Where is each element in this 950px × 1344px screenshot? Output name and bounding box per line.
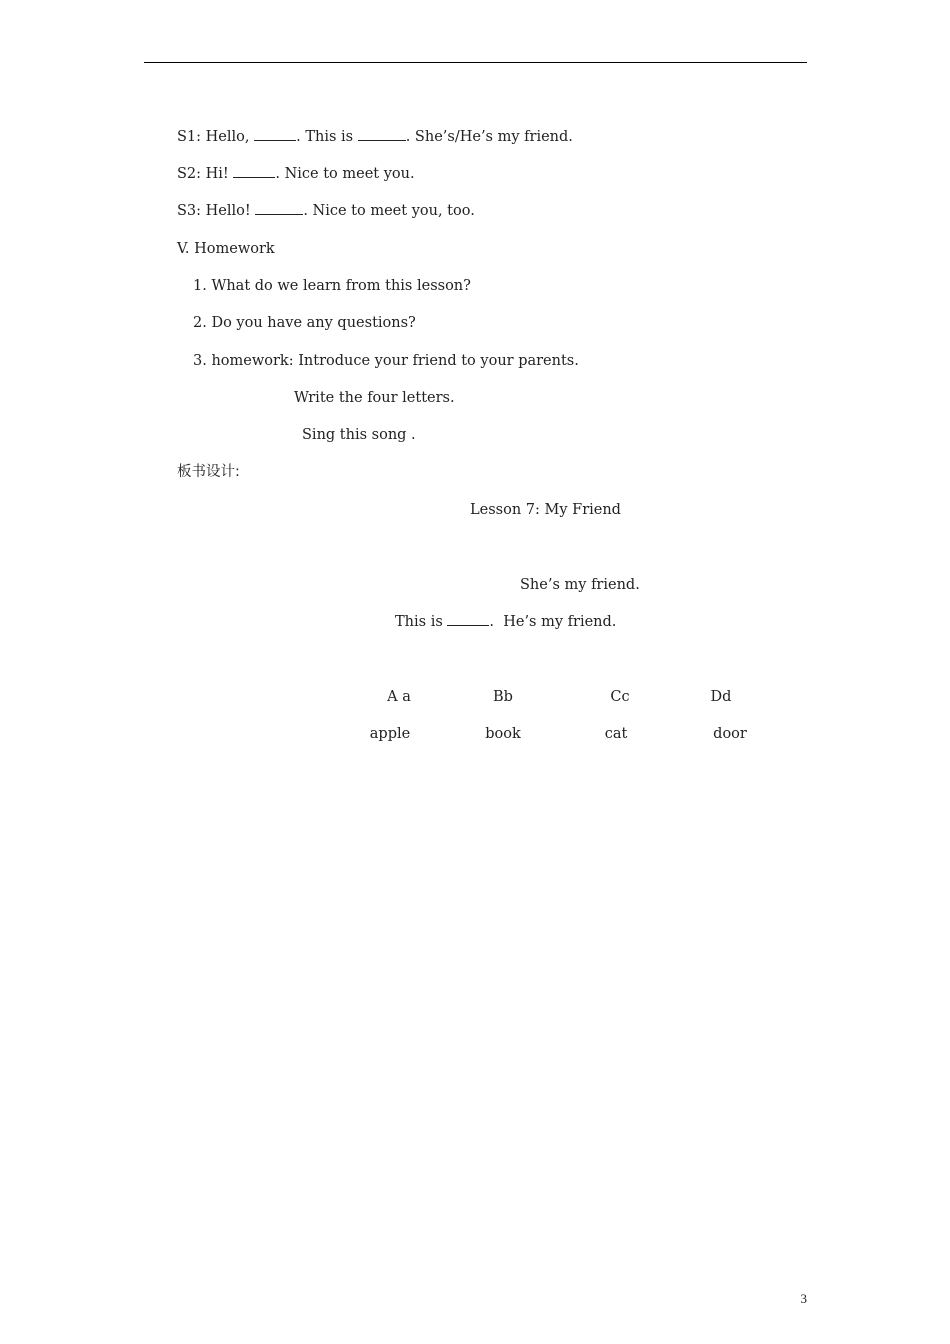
homework-item-3: 3. homework: Introduce your friend to your parents. — [193, 353, 579, 369]
word-cat: cat — [604, 726, 628, 742]
page-number: 3 — [800, 1291, 807, 1306]
blank — [255, 202, 303, 215]
board-line-1: She’s my friend. — [520, 577, 640, 593]
board-line-2: This is . He’s my friend. — [395, 614, 617, 630]
board-title: Lesson 7: My Friend — [470, 502, 621, 518]
board-label: 板书设计: — [177, 464, 240, 480]
blank — [358, 128, 406, 141]
homework-item-2: 2. Do you have any questions? — [193, 315, 416, 331]
homework-item-1: 1. What do we learn from this lesson? — [193, 278, 471, 294]
homework-sub-2: Sing this song . — [302, 427, 416, 443]
dialogue-s3: S3: Hello! . Nice to meet you, too. — [177, 203, 475, 219]
word-book: book — [485, 726, 521, 742]
letter-c: Cc — [610, 689, 630, 705]
letter-d: Dd — [710, 689, 732, 705]
dialogue-s2: S2: Hi! . Nice to meet you. — [177, 166, 415, 182]
letter-a: A a — [387, 689, 411, 705]
header-rule — [144, 62, 807, 63]
blank — [233, 165, 275, 178]
blank — [254, 128, 296, 141]
word-door: door — [713, 726, 747, 742]
word-apple: apple — [369, 726, 411, 742]
homework-sub-1: Write the four letters. — [294, 390, 455, 406]
homework-heading: V. Homework — [177, 241, 275, 257]
blank — [447, 613, 489, 626]
dialogue-s1: S1: Hello, . This is . She’s/He’s my friend. — [177, 129, 573, 145]
letter-b: Bb — [493, 689, 513, 705]
